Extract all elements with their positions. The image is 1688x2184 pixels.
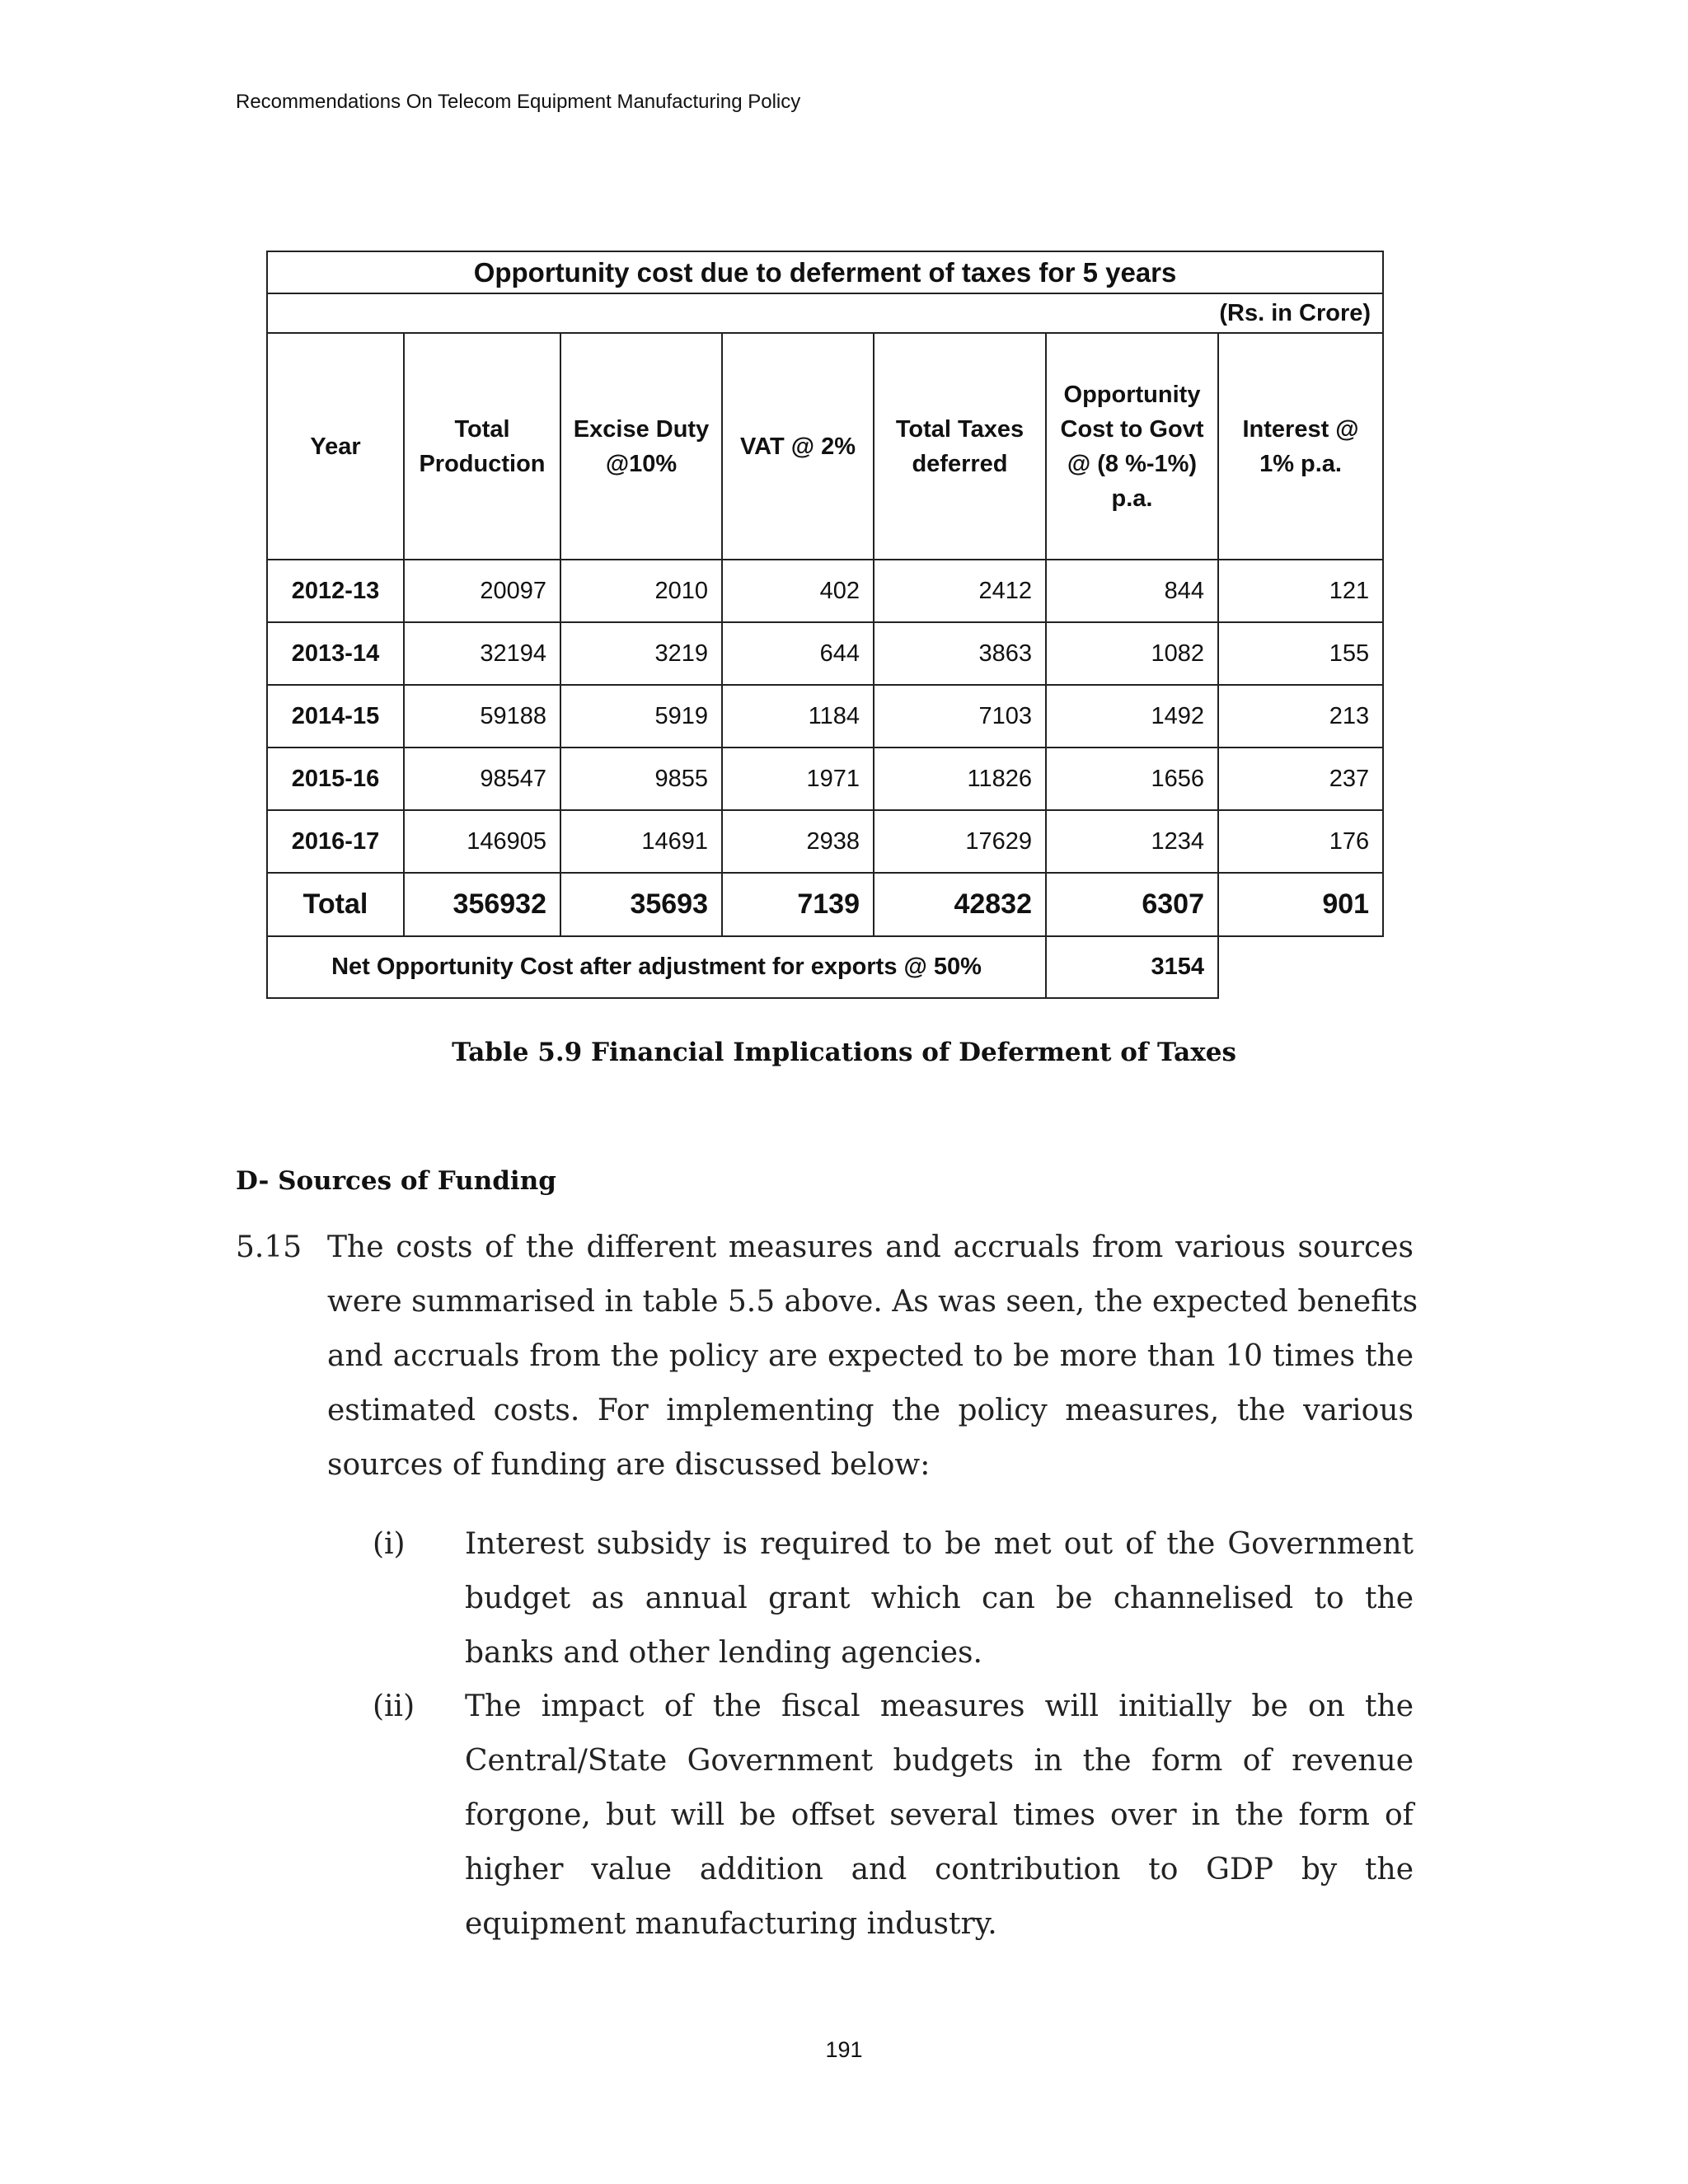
text-line: equipment manufacturing industry. <box>465 1907 997 1941</box>
column-header: Year <box>267 333 404 560</box>
column-header: Opportunity Cost to Govt @ (8 %-1%) p.a. <box>1046 333 1218 560</box>
column-header: Excise Duty @10% <box>560 333 722 560</box>
table-row <box>267 748 1383 810</box>
table-cell: 2014-15 <box>267 685 404 748</box>
table-cell: 7139 <box>722 873 874 936</box>
table-cell: 2013-14 <box>267 622 404 685</box>
table-cell: 1656 <box>1046 748 1218 810</box>
text-line: higher value addition and contribution to GDP by the <box>465 1853 1414 1886</box>
table-cell: 155 <box>1218 622 1383 685</box>
table-cell: 146905 <box>404 810 560 873</box>
table-cell: 6307 <box>1046 873 1218 936</box>
table-cell: 35693 <box>560 873 722 936</box>
table-unit: (Rs. in Crore) <box>267 293 1383 333</box>
table-cell: 2015-16 <box>267 748 404 810</box>
column-header: Interest @ 1% p.a. <box>1218 333 1383 560</box>
table-cell: 1971 <box>722 748 874 810</box>
text-line: banks and other lending agencies. <box>465 1636 982 1670</box>
table-cell: 356932 <box>404 873 560 936</box>
net-opportunity-row <box>267 936 1383 998</box>
table-header-row <box>267 333 1383 560</box>
table-cell: 844 <box>1046 560 1218 622</box>
table-cell: 2412 <box>874 560 1046 622</box>
table-cell: 2938 <box>722 810 874 873</box>
text-line: forgone, but will be offset several times over in the form of <box>465 1798 1414 1832</box>
section-heading: D- Sources of Funding <box>236 1166 556 1196</box>
text-line: The costs of the different measures and accruals from various sources <box>327 1230 1414 1264</box>
table-cell: 3219 <box>560 622 722 685</box>
table-row <box>267 810 1383 873</box>
text-line: The impact of the fiscal measures will initially be on the <box>465 1690 1414 1723</box>
table-cell: Total <box>267 873 404 936</box>
running-header: Recommendations On Telecom Equipment Manufacturing Policy <box>236 91 801 113</box>
text-line: Central/State Government budgets in the form of revenue <box>465 1744 1414 1778</box>
list-label: (ii) <box>373 1690 415 1723</box>
table-cell: 121 <box>1218 560 1383 622</box>
table-cell: 14691 <box>560 810 722 873</box>
column-header: Total Taxes deferred <box>874 333 1046 560</box>
column-header: Total Production <box>404 333 560 560</box>
paragraph-number: 5.15 <box>236 1230 302 1264</box>
table-cell: 1492 <box>1046 685 1218 748</box>
table-row <box>267 685 1383 748</box>
table-cell: 1082 <box>1046 622 1218 685</box>
table-cell: 901 <box>1218 873 1383 936</box>
table-cell: 644 <box>722 622 874 685</box>
table-cell: 9855 <box>560 748 722 810</box>
table-cell: 17629 <box>874 810 1046 873</box>
list-item <box>465 1517 1414 1680</box>
table-cell: 11826 <box>874 748 1046 810</box>
net-value: 3154 <box>1046 936 1218 998</box>
table-cell: 32194 <box>404 622 560 685</box>
table-cell: 2010 <box>560 560 722 622</box>
table-cell: 237 <box>1218 748 1383 810</box>
text-line: were summarised in table 5.5 above. As was seen, the expected benefits <box>327 1285 1418 1319</box>
table-cell: 213 <box>1218 685 1383 748</box>
text-line: estimated costs. For implementing the policy measures, the various <box>327 1394 1414 1427</box>
text-line: Interest subsidy is required to be met out of the Government <box>465 1527 1414 1561</box>
table-caption: Table 5.9 Financial Implications of Deferment of Taxes <box>452 1038 1236 1067</box>
column-header: VAT @ 2% <box>722 333 874 560</box>
text-line: and accruals from the policy are expected to be more than 10 times the <box>327 1339 1414 1373</box>
total-row <box>267 873 1383 936</box>
paragraph-5-15 <box>327 1221 1418 1493</box>
opportunity-cost-table <box>266 251 1384 999</box>
page-number: 191 <box>825 2037 863 2062</box>
list-item <box>465 1680 1414 1952</box>
table-cell: 2012-13 <box>267 560 404 622</box>
table-row <box>267 622 1383 685</box>
text-line: sources of funding are discussed below: <box>327 1448 931 1482</box>
table-cell: 402 <box>722 560 874 622</box>
table-cell: 42832 <box>874 873 1046 936</box>
table-cell: 2016-17 <box>267 810 404 873</box>
table-cell: 176 <box>1218 810 1383 873</box>
list-label: (i) <box>373 1527 406 1561</box>
table-cell: 98547 <box>404 748 560 810</box>
table-cell: 7103 <box>874 685 1046 748</box>
table-row <box>267 560 1383 622</box>
table-cell: 1234 <box>1046 810 1218 873</box>
table-title: Opportunity cost due to deferment of taxes for 5 years <box>267 251 1383 293</box>
table-cell: 59188 <box>404 685 560 748</box>
text-line: budget as annual grant which can be channelised to the <box>465 1582 1414 1615</box>
net-label: Net Opportunity Cost after adjustment for exports @ 50% <box>267 936 1046 998</box>
empty-cell <box>1218 936 1383 998</box>
table-cell: 1184 <box>722 685 874 748</box>
table-cell: 20097 <box>404 560 560 622</box>
table-cell: 5919 <box>560 685 722 748</box>
table-cell: 3863 <box>874 622 1046 685</box>
